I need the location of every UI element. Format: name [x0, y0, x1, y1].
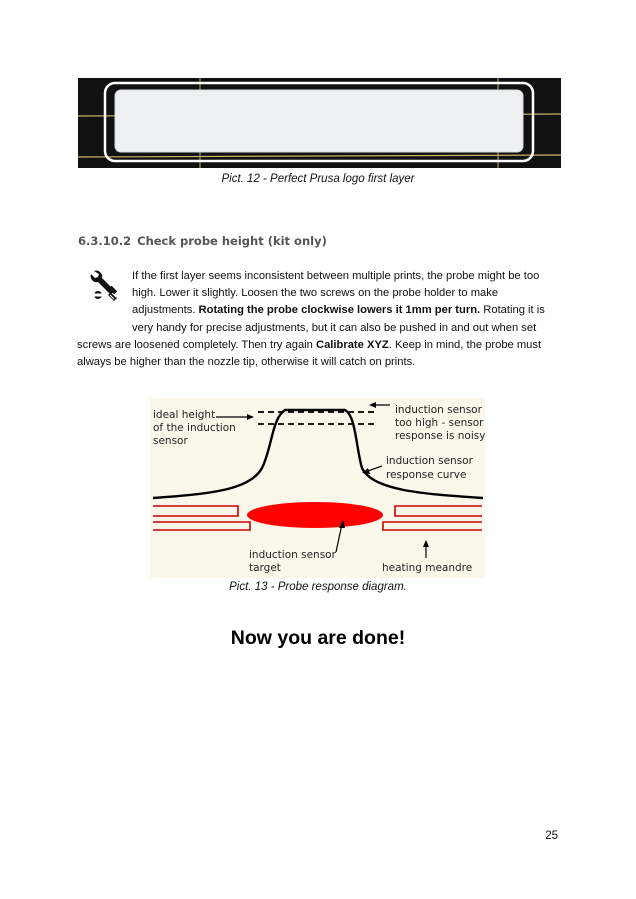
label-ideal-3: sensor: [153, 435, 188, 447]
svg-text:induction sensor too hig: [395, 404, 485, 442]
para-text-2: Rotating it is very handy for precise adjustments, but it can also be pushed in and out when set screws are loosened completely. Then try again: [77, 304, 545, 351]
section-heading: [78, 234, 327, 248]
sensor-target-ellipse: [247, 502, 383, 528]
probe-height-paragraph: [77, 268, 561, 371]
closing-heading: Now you are done!: [230, 627, 406, 649]
label-target-2: target: [249, 562, 281, 574]
figure-13-caption: Pict. 13 - Probe response diagram.: [229, 581, 407, 593]
page-number: 25: [545, 830, 558, 842]
label-meandre: heating meandre: [382, 562, 473, 574]
para-text-1: If the first layer seems inconsistent between multiple prints, the probe might be too high. Lower it slightly. Loosen the two screws on the probe holder to make adjustments.: [132, 270, 540, 317]
label-curve-2: response curve: [386, 469, 467, 481]
label-target-1: induction sensor: [249, 549, 336, 561]
first-layer-photo: [78, 78, 561, 168]
label-too-high-2: too high - sensor: [395, 417, 484, 429]
para-text-3: . Keep in mind, the probe must always be higher than the nozzle tip, otherwise it will catch on prints.: [77, 338, 542, 369]
figure-12-caption: Pict. 12 - Perfect Prusa logo first layer: [221, 173, 415, 185]
label-too-high-1: induction sensor: [395, 404, 482, 416]
para-bold-calibrate-xyz: Calibrate XYZ: [316, 338, 389, 351]
section-number: 6.3.10.2: [78, 234, 132, 248]
probe-response-diagram: [150, 398, 485, 578]
label-curve-1: induction sensor: [386, 455, 473, 467]
para-bold-1: Rotating the probe clockwise lowers it 1mm per turn.: [198, 304, 481, 317]
label-ideal-2: of the induction: [153, 422, 236, 434]
label-too-high-3: response is noisy: [395, 430, 485, 442]
label-ideal-1: ideal height: [153, 409, 216, 421]
section-title: Check probe height (kit only): [137, 234, 327, 248]
